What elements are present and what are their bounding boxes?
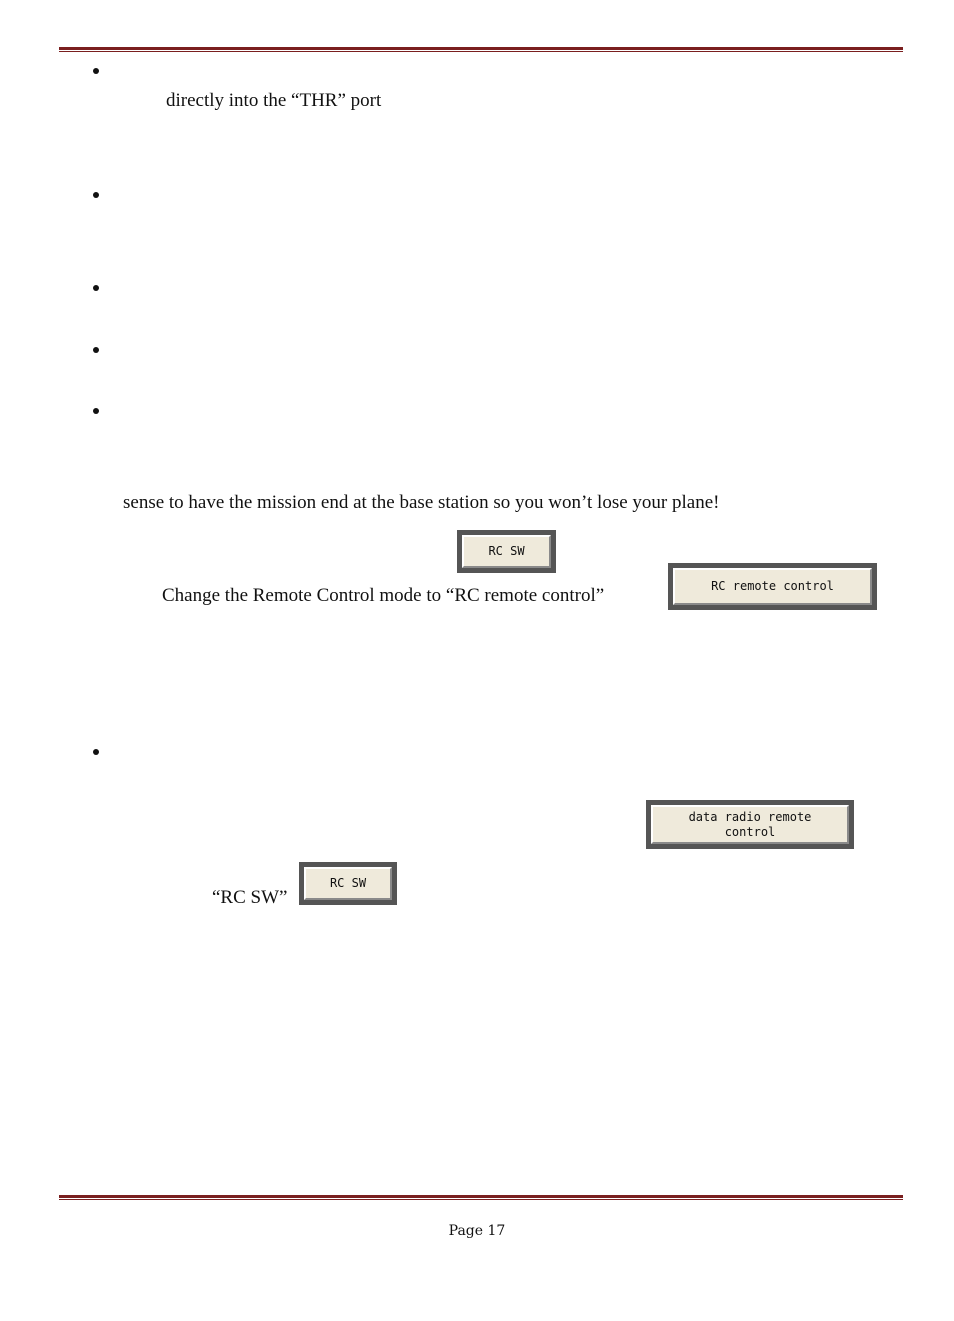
- header-rule-thin: [59, 51, 903, 52]
- rc-sw-button[interactable]: [457, 530, 556, 573]
- text-sense-mission-end: sense to have the mission end at the base station so you won’t lose your plane!: [123, 492, 720, 513]
- footer-rule-thin: [59, 1199, 903, 1200]
- bullet-4: [92, 345, 102, 355]
- text-rc-sw: “RC SW”: [212, 887, 288, 908]
- data-radio-remote-control-button-label: data radio remote control: [651, 805, 849, 844]
- rc-sw-button-2[interactable]: [299, 862, 397, 905]
- header-rule-thick: [59, 47, 903, 50]
- page-number: Page 17: [448, 1223, 506, 1239]
- text-change-mode: Change the Remote Control mode to “RC remote control”: [162, 585, 605, 606]
- footer-rule: [59, 1195, 903, 1201]
- rc-remote-control-button-label: RC remote control: [673, 568, 872, 605]
- bullet-2: [92, 190, 102, 200]
- text-thr-port: directly into the “THR” port: [166, 90, 382, 111]
- bullet-5: [92, 406, 102, 416]
- rc-remote-control-button[interactable]: [668, 563, 877, 610]
- bullet-1: [92, 66, 102, 76]
- bullet-3: [92, 283, 102, 293]
- header-rule: [59, 47, 903, 53]
- rc-sw-button-label: RC SW: [462, 535, 551, 568]
- rc-sw-button-2-label: RC SW: [304, 867, 392, 900]
- footer-rule-thick: [59, 1195, 903, 1198]
- bullet-6: [92, 747, 102, 757]
- data-radio-remote-control-button[interactable]: [646, 800, 854, 849]
